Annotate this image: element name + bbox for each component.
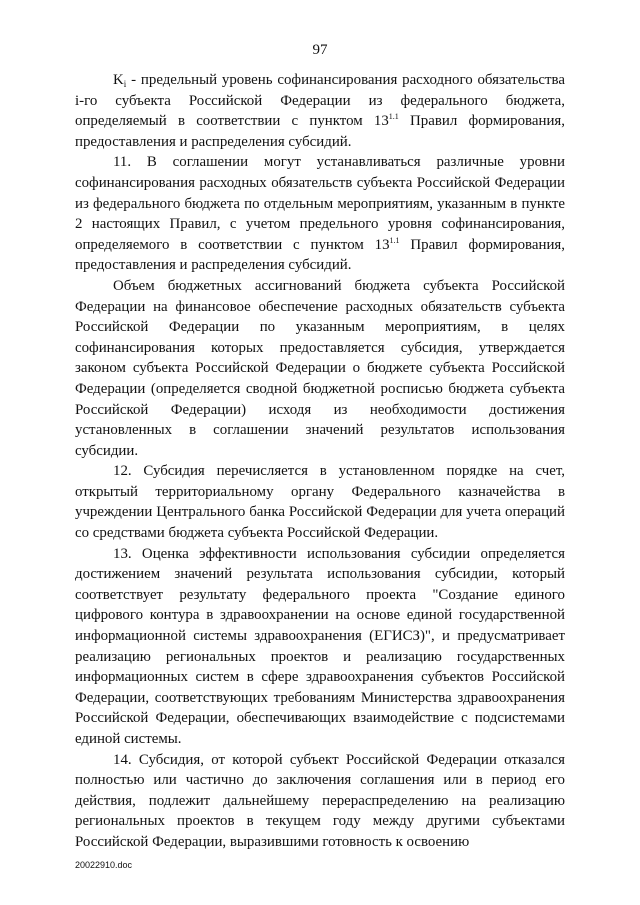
page-number: 97 (312, 42, 328, 58)
ki-symbol: K (113, 72, 124, 88)
paragraph-ki-definition: $K_i$ - предельный уровень софинансирования расходного обязательства i-го субъекта Российской Федерации из федерального бюджета, определяемый в соответствии с пунктом $13^{1.1}$ Правил формирования, предоставления и распределения субсидий. (75, 72, 566, 150)
ki-subscript: i (123, 79, 127, 89)
paragraph-12: 12. Субсидия перечисляется в установленном порядке на счет, открытый территориальному органу Федерального казначейства в учреждении Центрального банка Российской Федерации для учета операций со средствами бюджета субъекта Российской Федерации. (75, 463, 565, 542)
paragraph-budget-allocations: Объем бюджетных ассигнований бюджета субъекта Российской Федерации на финансовое обеспечение расходных обязательств субъекта Российской Федерации по указанным мероприятиям, в целях софинансирования которых предоставляется субсидия, утверждается законом субъекта Российской Федерации о бюджете субъекта Российской Федерации (определяется сводной бюджетной росписью бюджета субъекта Российской Федерации) исходя из необходимости достижения установленных в соглашении значений результатов использования субсидии. (75, 277, 565, 459)
document-body (75, 70, 565, 853)
paragraph-13: 13. Оценка эффективности использования субсидии определяется достижением значений результата использования субсидии, который соответствует результату федерального проекта "Создание единого цифрового контура в здравоохранении на основе единой государственной информационной системы здравоохранения (ЕГИСЗ)", и предусматривает реализацию региональных проектов и реализацию государственных информационных систем в сфере здравоохранения субъектов Российской Федерации, соответствующих требованиям Министерства здравоохранения Российской Федерации, обеспечивающих взаимодействие с подсистемами единой системы. (75, 545, 565, 747)
paragraph-11: 11. В соглашении могут устанавливаться различные уровни софинансирования расходных обязательств субъекта Российской Федерации из федерального бюджета по отдельным мероприятиям, указанным в пункте 2 настоящих Правил, с учетом предельного уровня софинансирования, определяемого в соответствии с пунктом $13^{1.1}$ Правил формирования, предоставления и распределения субсидий. (75, 154, 565, 274)
footer-doc-code: 20022910.doc (75, 860, 133, 870)
superscript-ref: 1.1 (389, 235, 400, 245)
superscript-ref: 1.1 (388, 112, 399, 122)
paragraph-14: 14. Субсидия, от которой субъект Российской Федерации отказался полностью или частично до заключения соглашения или в период его действия, подлежит дальнейшему перераспределению на реализацию региональных проектов в текущем году между другими субъектами Российской Федерации, выразившими готовность к освоению (75, 751, 565, 850)
